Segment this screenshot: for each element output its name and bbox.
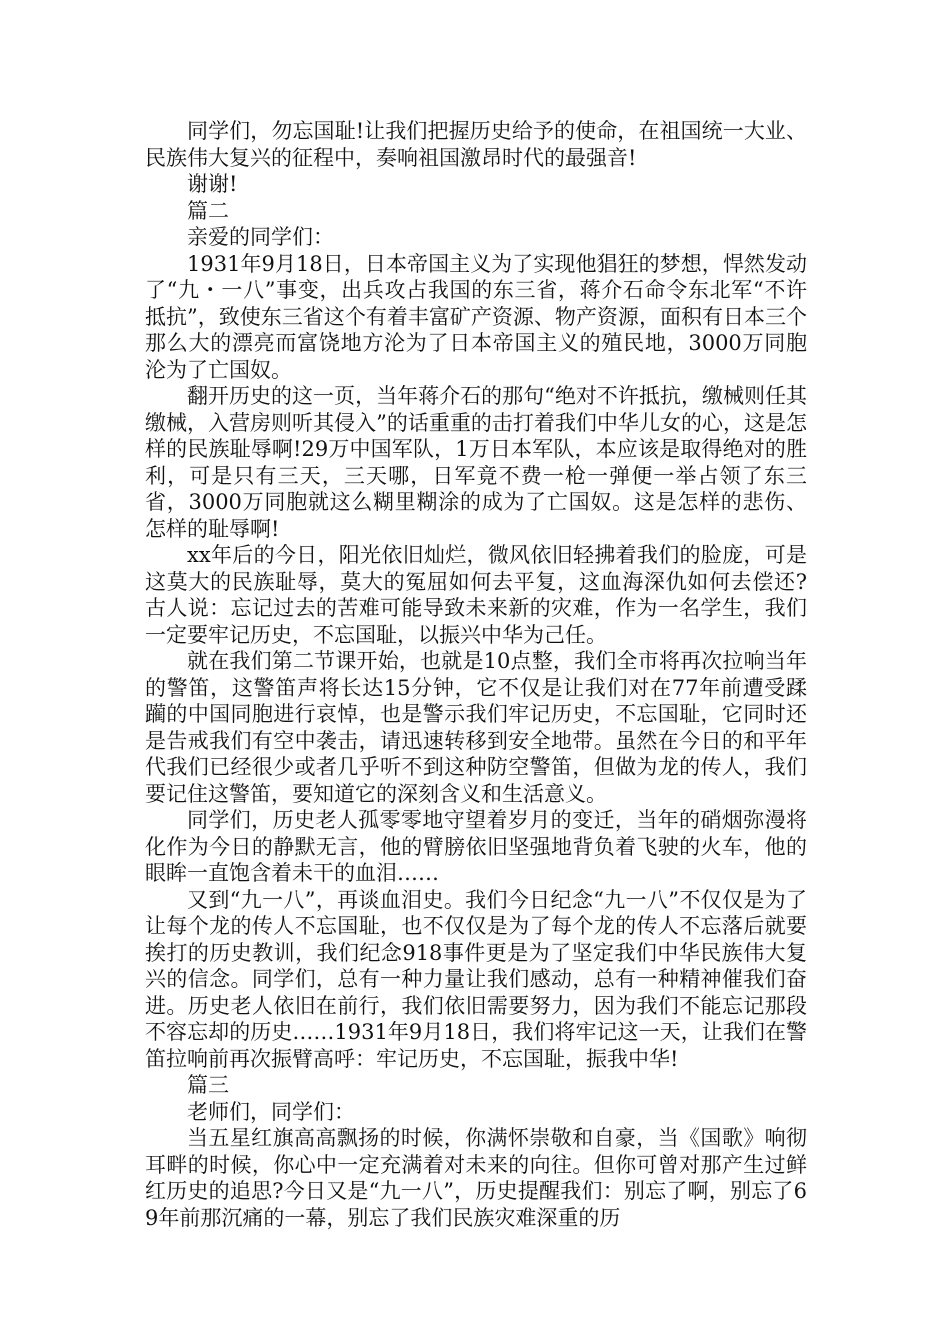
paragraph: 谢谢! xyxy=(187,172,238,196)
paragraph: 同学们，勿忘国耻!让我们把握历史给予的使命，在祖国统一大业、民族伟大复兴的征程中，奏响祖国激昂时代的最强音! xyxy=(145,119,807,170)
paragraph: 1931年9月18日，日本帝国主义为了实现他猖狂的梦想，悍然发动了“九・一八”事变，出兵攻占我国的东三省，蒋介石命令东北军“不许抵抗”，致使东三省这个有着丰富矿产资源、物产资源，面积有日本三个那么大的漂亮而富饶地方沦为了日本帝国主义的殖民地，3000万同胞沦为了亡国奴。 xyxy=(145,251,807,382)
paragraph: 又到“九一八”，再谈血泪史。我们今日纪念“九一八”不仅仅是为了让每个龙的传人不忘国耻，也不仅仅是为了每个龙的传人不忘落后就要挨打的历史教训，我们纪念918事件更是为了坚定我们中华民族伟大复兴的信念。同学们，总有一种力量让我们感动，总有一种精神催我们奋进。历史老人依旧在前行，我们依旧需要努力，因为我们不能忘记那段不容忘却的历史……1931年9月18日，我们将牢记这一天，让我们在警笛拉响前再次振臂高呼：牢记历史，不忘国耻，振我中华! xyxy=(145,887,807,1071)
section-heading: 篇二 xyxy=(187,198,229,223)
paragraph: xx年后的今日，阳光依旧灿烂，微风依旧轻拂着我们的脸庞，可是这莫大的民族耻辱，莫大的冤屈如何去平复，这血海深仇如何去偿还?古人说：忘记过去的苦难可能导致未来新的灾难，作为一名学生，我们一定要牢记历史，不忘国耻，以振兴中华为己任。 xyxy=(145,543,807,647)
document-body xyxy=(145,118,807,1231)
paragraph: 当五星红旗高高飘扬的时候，你满怀崇敬和自豪，当《国歌》响彻耳畔的时候，你心中一定充满着对未来的向往。但你可曾对那产生过鲜红历史的追思?今日又是“九一八”，历史提醒我们：别忘了啊，别忘了69年前那沉痛的一幕，别忘了我们民族灾难深重的历 xyxy=(145,1126,807,1230)
salutation: 老师们，同学们： xyxy=(187,1099,355,1124)
paragraph: 就在我们第二节课开始，也就是10点整，我们全市将再次拉响当年的警笛，这警笛声将长达15分钟，它不仅是让我们对在77年前遭受蹂躏的中国同胞进行哀悼，也是警示我们牢记历史，不忘国耻，它同时还是告戒我们有空中袭击，请迅速转移到安全地带。虽然在今日的和平年代我们已经很少或者几乎听不到这种防空警笛，但做为龙的传人，我们要记住这警笛，要知道它的深刻含义和生活意义。 xyxy=(145,649,807,806)
paragraph: 同学们，历史老人孤零零地守望着岁月的变迁，当年的硝烟弥漫将化作为今日的静默无言，他的臂膀依旧坚强地背负着飞驶的火车，他的眼眸一直饱含着未干的血泪…… xyxy=(145,808,807,885)
salutation: 亲爱的同学们： xyxy=(187,225,334,249)
paragraph: 翻开历史的这一页，当年蒋介石的那句“绝对不许抵抗，缴械则任其缴械，入营房则听其侵入”的话重重的击打着我们中华儿女的心，这是怎样的民族耻辱啊!29万中国军队，1万日本军队，本应该是取得绝对的胜利，可是只有三天，三天哪，日军竟不费一枪一弹便一举占领了东三省，3000万同胞就这么糊里糊涂的成为了亡国奴。这是怎样的悲伤、怎样的耻辱啊! xyxy=(145,384,807,541)
section-heading: 篇三 xyxy=(187,1073,229,1097)
